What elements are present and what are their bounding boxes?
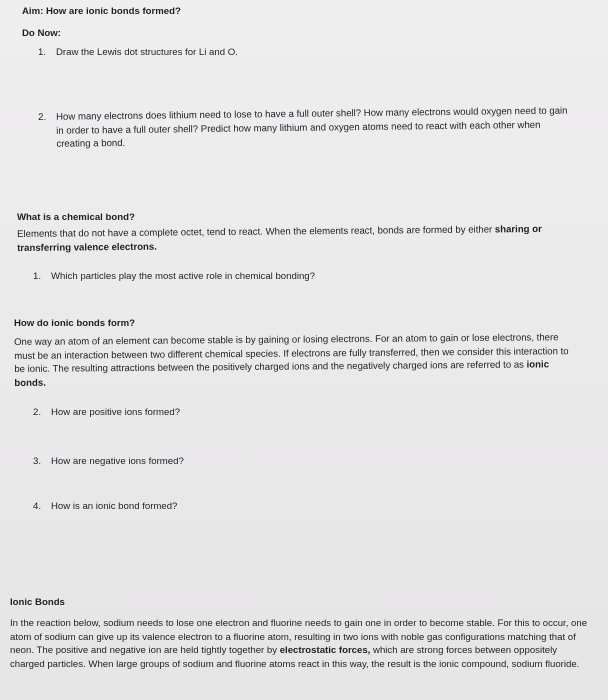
question-number: 1. [33,271,42,282]
question-text: How many electrons does lithium need to lose to have a full outer shell? How many electrons would oxygen need to gain in order to have a full outer shell? Predict how many lithium and oxygen atoms need to react with each other when creating a bond. [56,105,568,150]
paragraph-text: One way an atom of an element can become stable is by gaining or losing electrons. For an atom to gain or lose electrons, there must be an interaction between two different chemical species. If electrons are fully transferred, then we consider this interaction to be ionic. The resulting attractions between the positively charged ions and the negatively charged ions are referred to as [14,332,569,376]
ionic-form-heading: How do ionic bonds form? [14,318,135,329]
do-now-question-2 [38,104,572,151]
ionic-form-question-3 [33,455,433,469]
chemical-bond-heading: What is a chemical bond? [17,212,135,223]
question-number: 3. [33,456,42,467]
ionic-bonds-heading: Ionic Bonds [10,597,65,608]
question-number: 2. [38,111,47,123]
question-text: Draw the Lewis dot structures for Li and O. [56,47,238,58]
do-now-heading: Do Now: [22,28,61,39]
question-number: 1. [38,47,47,58]
question-text: Which particles play the most active role in chemical bonding? [51,271,315,282]
ionic-form-question-4 [33,500,433,514]
paragraph-text: Elements that do not have a complete octet, tend to react. When the elements react, bonds are formed by either [17,224,495,240]
paragraph-text: In the reaction below, sodium needs to lose one electron and fluorine needs to gain one in order to become stable. For this to occur, one atom of sodium can give up its valence electron to a fluorine atom, resulting in two ions with noble gas configurations matching that of neon. The positive and negative ion are held tightly together by [10,618,588,657]
do-now-question-1 [38,46,578,60]
ionic-form-question-2 [33,406,433,420]
chemical-bond-paragraph [17,223,557,255]
chemical-bond-question-1 [33,270,553,284]
paragraph-bold-text: sharing or transferring valence electrons. [17,223,542,254]
paragraph-tail-text: which are strong forces between oppositely charged particles. When large groups of sodium and fluorine atoms react in this way, the result is the ionic compound, sodium fluoride. [10,645,580,670]
question-text: How are negative ions formed? [51,456,184,467]
question-number: 2. [33,407,42,418]
question-text: How are positive ions formed? [51,407,181,418]
question-text: How is an ionic bond formed? [51,501,178,512]
ionic-bonds-paragraph [10,617,588,671]
paragraph-bold-text: ionic bonds. [14,359,550,389]
paragraph-bold-text: electrostatic forces, [279,645,371,657]
question-number: 4. [33,501,42,512]
aim-heading: Aim: How are ionic bonds formed? [22,6,181,17]
ionic-form-paragraph [14,331,580,390]
